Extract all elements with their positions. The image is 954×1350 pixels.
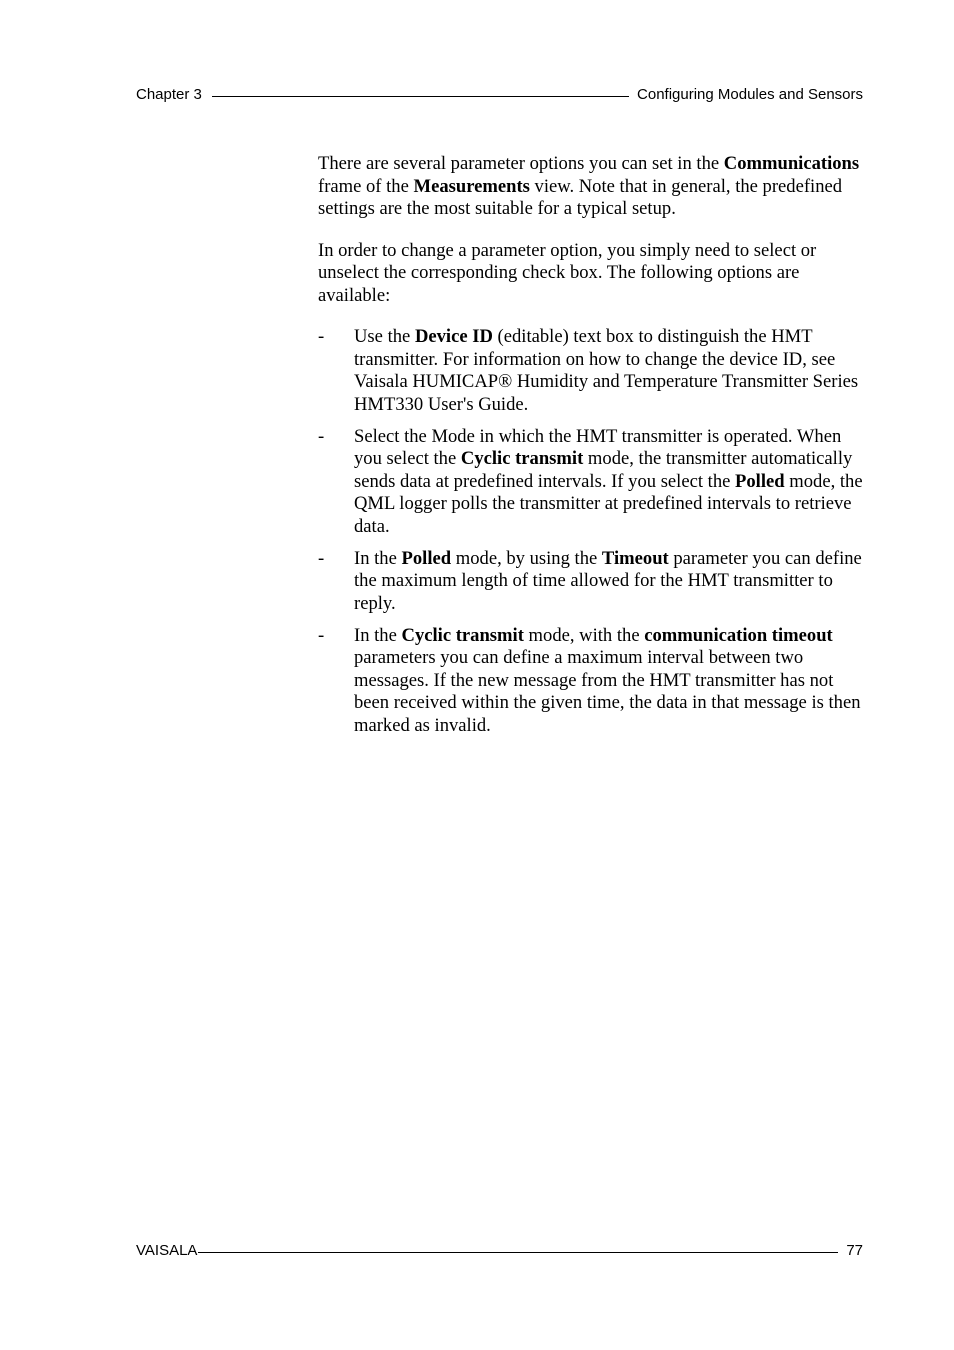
options-list (318, 326, 866, 737)
list-dash: - (318, 547, 325, 569)
bold-run: communication timeout (644, 624, 833, 646)
text-run: parameter you can define the maximum length of time allowed for the HMT transmitter to reply. (354, 547, 862, 614)
bold-run: Cyclic transmit (460, 448, 584, 469)
bold-run: Measurements (413, 175, 530, 197)
page-number: 77 (846, 1242, 863, 1259)
page-footer (136, 1242, 863, 1262)
list-item (318, 326, 866, 416)
instruction-paragraph: In order to change a parameter option, you simply need to select or unselect the corresponding check box. The following options are available: (318, 239, 817, 306)
text-run: mode, the transmitter automatically sends data at predefined intervals. If you select the (354, 448, 853, 492)
text-run: In the (354, 624, 402, 646)
bold-run: Polled (735, 470, 785, 492)
text-run: In the (354, 547, 402, 569)
list-dash: - (318, 425, 325, 447)
bold-run: Communications (723, 153, 860, 174)
section-title: Configuring Modules and Sensors (637, 86, 863, 103)
list-item (318, 548, 866, 616)
list-item (318, 625, 866, 738)
text-run: mode, the QML logger polls the transmitter at predefined intervals to retrieve data. (354, 470, 863, 537)
bold-run: Device ID (414, 326, 493, 347)
bold-run: Polled (401, 547, 452, 569)
list-dash: - (318, 326, 325, 347)
text-run: mode, with the (523, 624, 645, 646)
intro-paragraph (318, 153, 866, 221)
bold-run: Timeout (601, 547, 669, 569)
text-run: mode, by using the (451, 547, 602, 569)
footer-rule (198, 1252, 838, 1253)
text-run: Use the (354, 326, 415, 347)
text-run: parameters you can define a maximum interval between two messages. If the new message from the HMT transmitter has not been received within the given time, the data in that message is then marked as invalid. (354, 647, 861, 736)
page-header (136, 86, 863, 106)
text-run: (editable) text box to distinguish the HMT transmitter. For information on how to change the device ID, see Vaisala HUMICAP® Humidity and Temperature Transmitter Series HMT330 User's Guide. (354, 326, 859, 415)
text-run: view. Note that in general, the predefined settings are the most suitable for a typical setup. (318, 175, 843, 219)
text-run: frame of the (318, 175, 414, 197)
list-item (318, 426, 866, 539)
brand-name: VAISALA (136, 1242, 198, 1259)
chapter-label: Chapter 3 (136, 86, 202, 103)
body-text (318, 153, 866, 747)
bold-run: Cyclic transmit (401, 624, 524, 646)
header-rule (212, 96, 629, 97)
text-run: Select the Mode in which the HMT transmitter is operated. When you select the (354, 425, 842, 469)
text-run: There are several parameter options you can set in the (318, 153, 724, 174)
list-dash: - (318, 624, 325, 646)
